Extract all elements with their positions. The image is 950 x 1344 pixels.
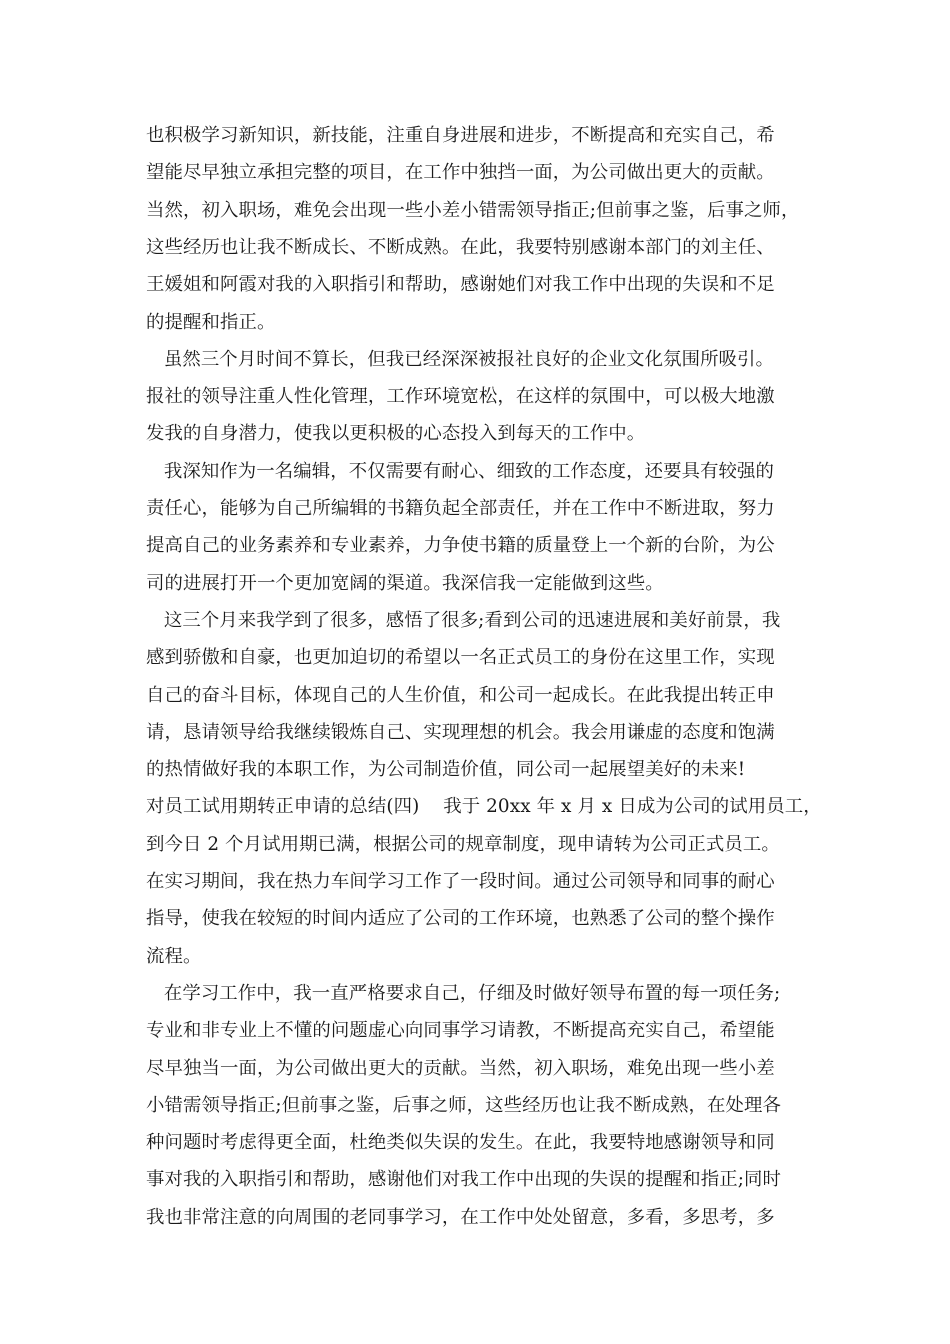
text-line: 指导，使我在较短的时间内适应了公司的工作环境，也熟悉了公司的整个操作 bbox=[146, 908, 775, 930]
text-line: 这些经历也让我不断成长、不断成熟。在此，我要特别感谢本部门的刘主任、 bbox=[146, 236, 775, 258]
text-line: 望能尽早独立承担完整的项目，在工作中独挡一面，为公司做出更大的贡献。 bbox=[146, 162, 775, 184]
text-line: 请，恳请领导给我继续锻炼自己、实现理想的机会。我会用谦虚的态度和饱满 bbox=[146, 721, 775, 743]
text-line: 到今日 2 个月试用期已满，根据公司的规章制度，现申请转为公司正式员工。 bbox=[146, 833, 780, 855]
text-line: 发我的自身潜力，使我以更积极的心态投入到每天的工作中。 bbox=[146, 423, 646, 445]
text-line: 感到骄傲和自豪，也更加迫切的希望以一名正式员工的身份在这里工作，实现 bbox=[146, 647, 775, 669]
text-line: 专业和非专业上不懂的问题虚心向同事学习请教，不断提高充实自己，希望能 bbox=[146, 1020, 775, 1042]
text-line: 流程。 bbox=[146, 945, 202, 967]
text-line: 司的进展打开一个更加宽阔的渠道。我深信我一定能做到这些。 bbox=[146, 572, 664, 594]
text-line: 事对我的入职指引和帮助，感谢他们对我工作中出现的失误的提醒和指正;同时 bbox=[146, 1169, 781, 1191]
text-line: 尽早独当一面，为公司做出更大的贡献。当然，初入职场，难免出现一些小差 bbox=[146, 1057, 775, 1079]
text-line: 的提醒和指正。 bbox=[146, 311, 276, 333]
text-line: 自己的奋斗目标，体现自己的人生价值，和公司一起成长。在此我提出转正申 bbox=[146, 684, 775, 706]
text-line: 的热情做好我的本职工作，为公司制造价值，同公司一起展望美好的未来! bbox=[146, 759, 746, 781]
text-line: 我深知作为一名编辑，不仅需要有耐心、细致的工作态度，还要具有较强的 bbox=[146, 460, 775, 482]
text-line: 小错需领导指正;但前事之鉴，后事之师，这些经历也让我不断成熟，在处理各 bbox=[146, 1094, 781, 1116]
text-line: 报社的领导注重人性化管理，工作环境宽松，在这样的氛围中，可以极大地激 bbox=[146, 386, 775, 408]
text-line: 王媛姐和阿霞对我的入职指引和帮助，感谢她们对我工作中出现的失误和不足 bbox=[146, 274, 775, 296]
text-line: 我也非常注意的向周围的老同事学习，在工作中处处留意，多看，多思考，多 bbox=[146, 1206, 775, 1228]
text-line: 虽然三个月时间不算长，但我已经深深被报社良好的企业文化氛围所吸引。 bbox=[146, 348, 775, 370]
text-line: 当然，初入职场，难免会出现一些小差小错需领导指正;但前事之鉴，后事之师， bbox=[146, 199, 800, 221]
text-line: 也积极学习新知识，新技能，注重自身进展和进步，不断提高和充实自己，希 bbox=[146, 125, 775, 146]
text-line: 在实习期间，我在热力车间学习工作了一段时间。通过公司领导和同事的耐心 bbox=[146, 871, 775, 892]
text-line: 种问题时考虑得更全面，杜绝类似失误的发生。在此，我要特地感谢领导和同 bbox=[146, 1132, 775, 1154]
text-line: 对员工试用期转正申请的总结(四) 我于 20xx 年 x 月 x 日成为公司的试用员工， bbox=[146, 796, 822, 818]
text-line: 责任心，能够为自己所编辑的书籍负起全部责任，并在工作中不断进取，努力 bbox=[146, 498, 775, 519]
text-line: 提高自己的业务素养和专业素养，力争使书籍的质量登上一个新的台阶，为公 bbox=[146, 535, 775, 557]
text-line: 在学习工作中，我一直严格要求自己，仔细及时做好领导布置的每一项任务; bbox=[146, 982, 781, 1004]
text-line: 这三个月来我学到了很多，感悟了很多;看到公司的迅速进展和美好前景，我 bbox=[146, 609, 781, 631]
